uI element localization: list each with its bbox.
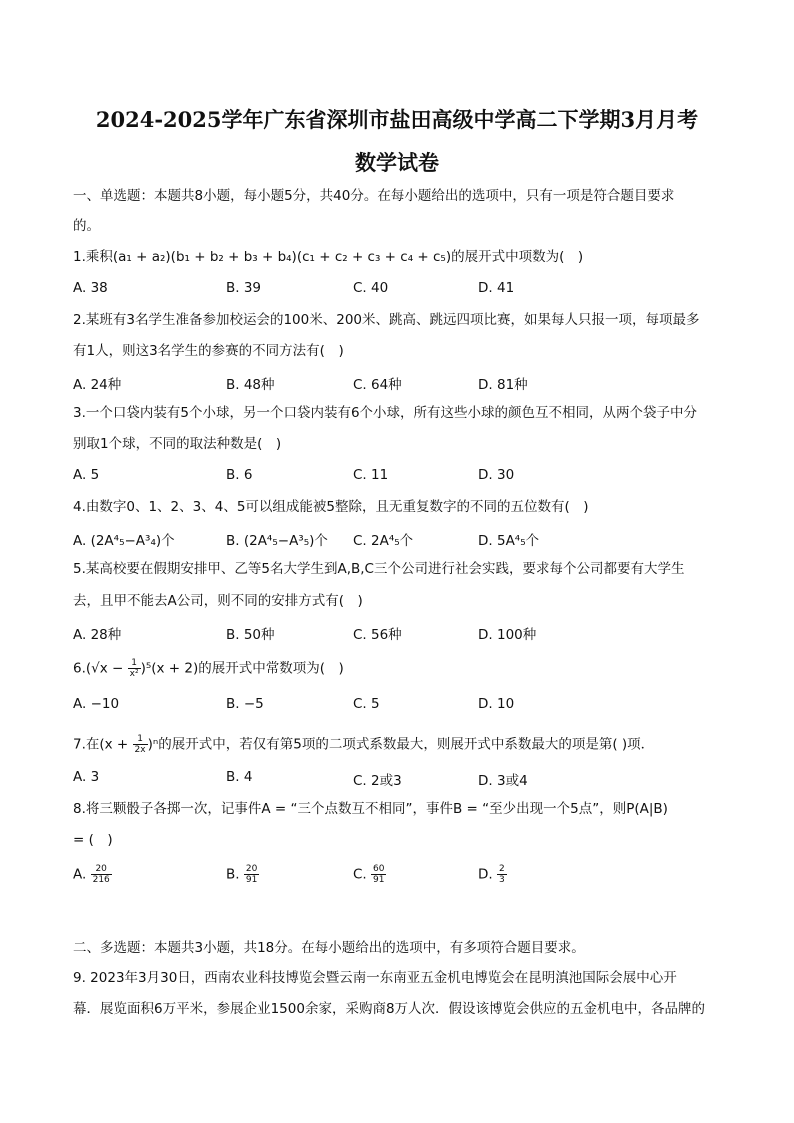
q8-option-c: [353, 864, 386, 885]
question-4-options: [73, 529, 723, 547]
exam-subtitle: 数学试卷: [355, 150, 439, 175]
question-8: 8.将三颗骰子各掷一次，记事件A = “三个点数互不相同”，事件B = “至少出现一个5点”，则P(A|B): [73, 801, 668, 817]
question-8-options: [73, 864, 723, 890]
q6-option-d: D. 10: [478, 696, 515, 712]
q8-option-b-den: 91: [245, 875, 258, 885]
q6-option-c: C. 5: [353, 696, 380, 712]
q4-option-b: B. (2A⁴₅−A³₅)个: [226, 533, 328, 549]
q8-option-d-fraction: [497, 864, 507, 885]
question-2-cont: 有1人，则这3名学生的参赛的不同方法有( ): [73, 343, 344, 359]
q8-option-b-num: 20: [245, 864, 258, 874]
q6-option-a: A. −10: [73, 696, 120, 712]
q1-option-b: B. 39: [226, 280, 262, 296]
q7-fraction-num: 1: [133, 734, 148, 745]
q1-option-c: C. 40: [353, 280, 389, 296]
q8-option-a-label: A.: [73, 866, 91, 883]
q8-option-c-label: C.: [353, 866, 372, 883]
exam-title: 2024-2025学年广东省深圳市盐田高级中学高二下学期3月月考: [95, 107, 699, 132]
question-5-options: [73, 623, 723, 641]
q8-option-b-fraction: [244, 864, 259, 885]
section1-heading: 一、单选题：本题共8小题，每小题5分，共40分。在每小题给出的选项中，只有一项是符合题目要求: [73, 188, 675, 204]
question-6: [73, 658, 723, 679]
q7-text-pre: 7.在(x +: [73, 736, 133, 753]
q8-option-d-label: D.: [478, 866, 497, 883]
q6-text-pre: 6.(√x −: [73, 660, 128, 677]
q8-option-d: [478, 864, 507, 885]
question-3-options: [73, 467, 723, 485]
q8-option-a: [73, 864, 112, 885]
q7-option-b: B. 4: [226, 769, 253, 785]
question-7: [73, 734, 723, 755]
question-1-options: [73, 280, 723, 298]
question-9-cont: 幕．展览面积6万平米，参展企业1500余家，采购商8万人次．假设该博览会供应的五金机电中，各品牌的: [73, 1001, 706, 1017]
q7-option-a: A. 3: [73, 769, 100, 785]
question-4: 4.由数字0、1、2、3、4、5可以组成能被5整除，且无重复数字的不同的五位数有( ): [73, 499, 589, 515]
q2-option-a: A. 24种: [73, 377, 122, 393]
section2-heading: 二、多选题：本题共3小题，共18分。在每小题给出的选项中，有多项符合题目要求。: [73, 940, 585, 956]
q2-option-c: C. 64种: [353, 377, 402, 393]
q7-fraction: [133, 734, 148, 755]
q4-option-d: D. 5A⁴₅个: [478, 533, 540, 549]
q7-option-c: C. 2或3: [353, 773, 402, 789]
q3-option-a: A. 5: [73, 467, 100, 483]
q1-option-d: D. 41: [478, 280, 515, 296]
q5-option-b: B. 50种: [226, 627, 275, 643]
q8-option-c-num: 60: [373, 864, 385, 874]
question-8-cont: = ( ): [73, 832, 113, 848]
question-2: 2.某班有3名学生准备参加校运会的100米、200米、跳高、跳远四项比赛，如果每人只报一项，每项最多: [73, 312, 700, 328]
q5-option-a: A. 28种: [73, 627, 122, 643]
q4-option-c: C. 2A⁴₅个: [353, 533, 414, 549]
q6-text-post: )⁵(x + 2)的展开式中常数项为( ): [140, 660, 344, 677]
q7-text-post: )ⁿ的展开式中，若仅有第5项的二项式系数最大，则展开式中系数最大的项是第( )项．: [147, 736, 655, 753]
q2-option-b: B. 48种: [226, 377, 275, 393]
q8-option-b-label: B.: [226, 866, 244, 883]
question-5-cont: 去，且甲不能去A公司，则不同的安排方式有( ): [73, 593, 363, 609]
q8-option-d-den: 3: [498, 875, 505, 885]
q5-option-d: D. 100种: [478, 627, 537, 643]
q5-option-c: C. 56种: [353, 627, 402, 643]
q8-option-a-fraction: [91, 864, 112, 885]
q8-option-c-den: 91: [373, 875, 385, 885]
q3-option-d: D. 30: [478, 467, 515, 483]
q8-option-d-num: 2: [498, 864, 505, 874]
q3-option-c: C. 11: [353, 467, 389, 483]
question-7-options: [73, 769, 723, 787]
q8-option-c-fraction: [371, 864, 386, 885]
question-1: 1.乘积(a₁ + a₂)(b₁ + b₂ + b₃ + b₄)(c₁ + c₂ + c₃ + c₄ + c₅)的展开式中项数为( ): [73, 249, 584, 265]
section1-heading-cont: 的。: [73, 218, 100, 234]
q6-fraction-num: 1: [128, 658, 141, 669]
q6-fraction: [128, 658, 141, 679]
question-3: 3.一个口袋内装有5个小球，另一个口袋内装有6个小球，所有这些小球的颜色互不相同，从两个袋子中分: [73, 405, 698, 421]
q1-option-a: A. 38: [73, 280, 108, 296]
q4-option-a: A. (2A⁴₅−A³₄)个: [73, 533, 175, 549]
q8-option-a-den: 216: [92, 875, 110, 885]
q6-fraction-den: x²: [129, 669, 139, 679]
q6-option-b: B. −5: [226, 696, 264, 712]
question-6-options: [73, 696, 723, 714]
q7-fraction-den: 2x: [134, 745, 146, 755]
question-3-cont: 别取1个球，不同的取法种数是( ): [73, 436, 282, 452]
q3-option-b: B. 6: [226, 467, 253, 483]
question-5: 5.某高校要在假期安排甲、乙等5名大学生到A,B,C三个公司进行社会实践，要求每个公司都要有大学生: [73, 561, 685, 577]
q2-option-d: D. 81种: [478, 377, 528, 393]
q8-option-b: [226, 864, 259, 885]
q7-option-d: D. 3或4: [478, 773, 528, 789]
question-2-options: [73, 373, 723, 391]
question-9: 9. 2023年3月30日，西南农业科技博览会暨云南一东南亚五金机电博览会在昆明滇池国际会展中心开: [73, 970, 677, 986]
q8-option-a-num: 20: [91, 864, 112, 875]
